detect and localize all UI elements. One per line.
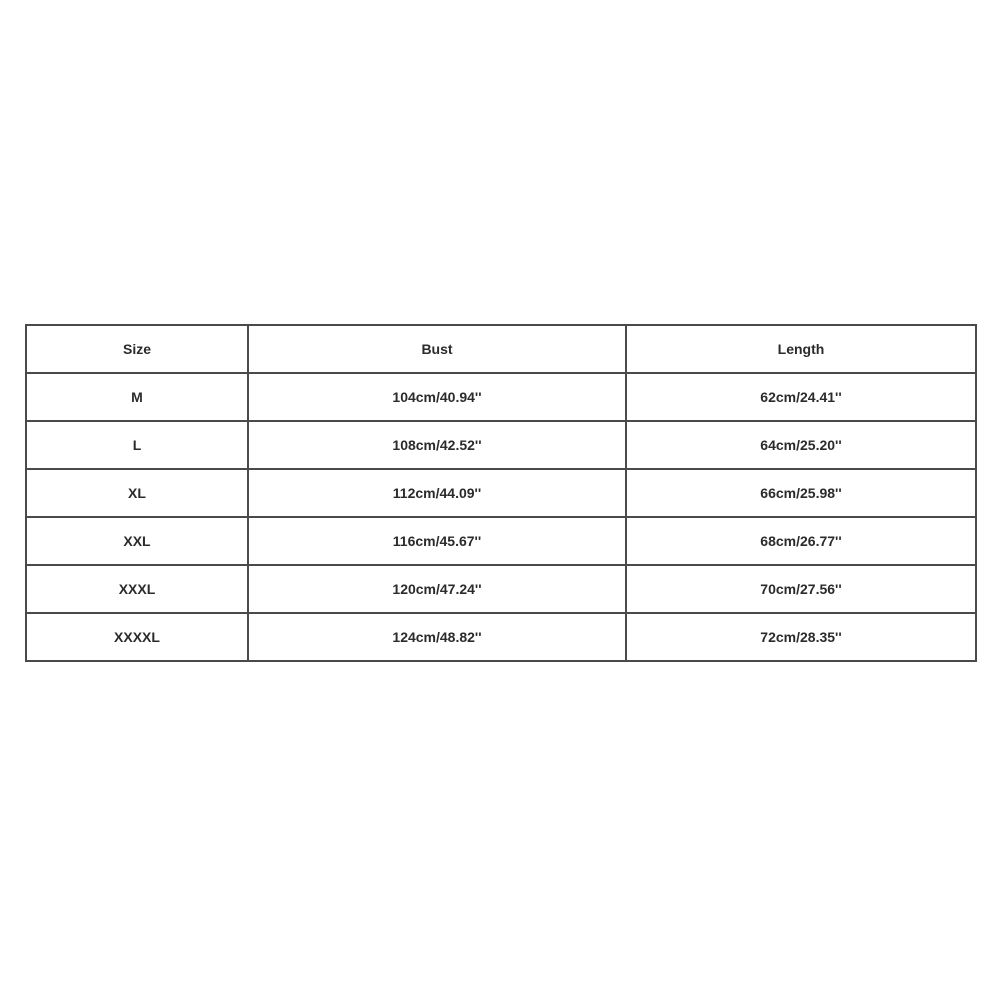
header-length: Length: [626, 325, 976, 373]
table-row: [26, 469, 976, 517]
cell-size: M: [26, 373, 248, 421]
cell-bust: 120cm/47.24'': [248, 565, 626, 613]
cell-size: L: [26, 421, 248, 469]
cell-length: 64cm/25.20'': [626, 421, 976, 469]
cell-bust: 112cm/44.09'': [248, 469, 626, 517]
cell-bust: 104cm/40.94'': [248, 373, 626, 421]
cell-bust: 108cm/42.52'': [248, 421, 626, 469]
cell-length: 68cm/26.77'': [626, 517, 976, 565]
table-row: [26, 613, 976, 661]
cell-size: XXXL: [26, 565, 248, 613]
cell-bust: 116cm/45.67'': [248, 517, 626, 565]
header-bust: Bust: [248, 325, 626, 373]
table-header-row: [26, 325, 976, 373]
table-row: [26, 421, 976, 469]
table-row: [26, 565, 976, 613]
size-chart-table: [25, 324, 977, 662]
cell-length: 62cm/24.41'': [626, 373, 976, 421]
header-size: Size: [26, 325, 248, 373]
cell-length: 66cm/25.98'': [626, 469, 976, 517]
cell-length: 72cm/28.35'': [626, 613, 976, 661]
cell-length: 70cm/27.56'': [626, 565, 976, 613]
cell-size: XXL: [26, 517, 248, 565]
cell-bust: 124cm/48.82'': [248, 613, 626, 661]
table-row: [26, 517, 976, 565]
table-row: [26, 373, 976, 421]
cell-size: XL: [26, 469, 248, 517]
cell-size: XXXXL: [26, 613, 248, 661]
